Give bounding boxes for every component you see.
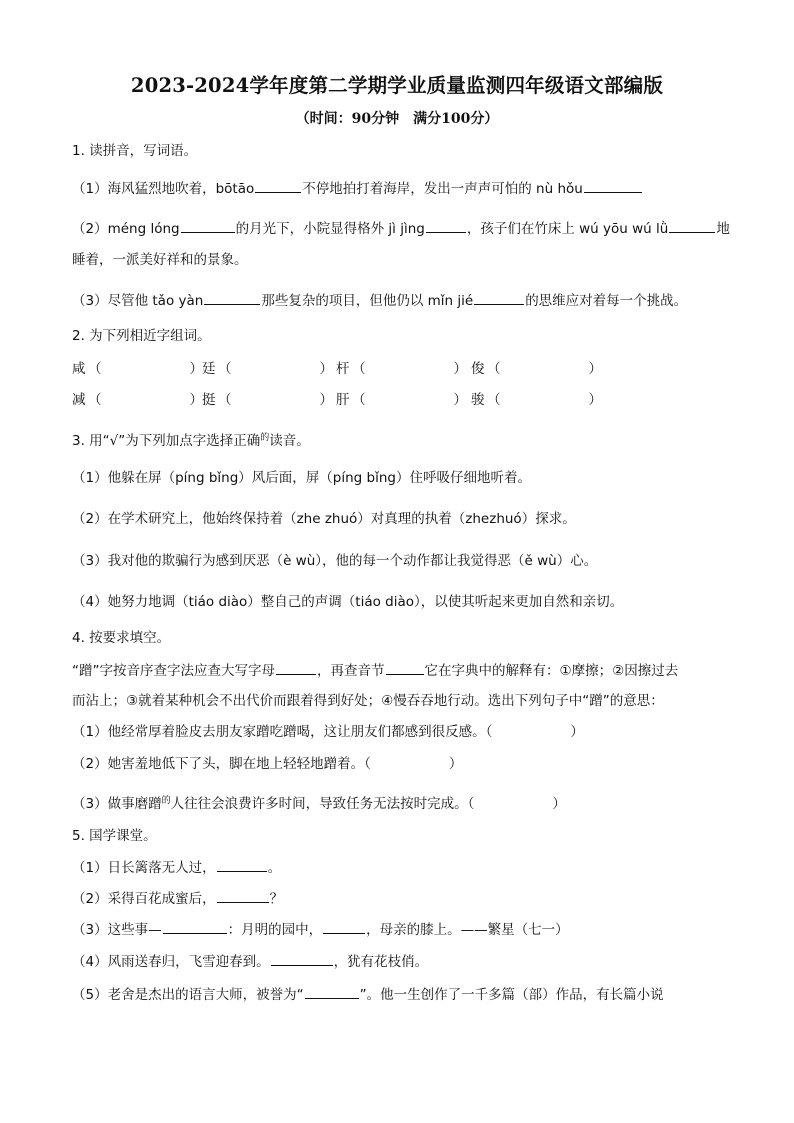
answer-blank[interactable]: [204, 291, 260, 305]
exam-time-info: （时间：90分钟 满分100分）: [295, 111, 499, 127]
answer-blank[interactable]: [163, 920, 227, 934]
q5-item-5: （5）老舍是杰出的语言大师，被誉为“ ”。他一生创作了一千多篇（部）作品，有长篇小说: [72, 987, 664, 1003]
q5-heading: 5. 国学课堂。: [72, 828, 157, 844]
answer-blank[interactable]: [386, 661, 424, 675]
q1-sentence-3: （3）尽管他 tǎo yàn 那些复杂的项目，但他仍以 mǐn jié 的思维应对着每一个挑战。: [72, 293, 688, 309]
q1-heading: 1. 读拼音，写词语。: [72, 143, 198, 159]
q4-paragraph-2: 而沾上；③就着某种机会不出代价而跟着得到好处；④慢吞吞地行动。选出下列句子中“蹭”的意思：: [72, 693, 664, 709]
q4-paragraph-1: “蹭”字按音序查字法应查大写字母 ，再查音节 它在字典中的解释有：①摩擦；②因擦过去: [72, 663, 679, 679]
answer-blank[interactable]: [271, 952, 333, 966]
q1-sentence-1: （1）海风猛烈地吹着，bōtāo 不停地拍打着海岸，发出一声声可怕的 nù hǒu: [72, 179, 732, 198]
q3-item-1[interactable]: （1）他躲在屏（píng bǐng）风后面，屏（píng bǐng）住呼吸仔细地听着。: [72, 470, 531, 486]
answer-blank[interactable]: [305, 985, 359, 999]
word-group-cell[interactable]: 减 （ ）: [72, 392, 203, 408]
answer-blank[interactable]: [181, 219, 235, 233]
q4-item-1: （1）他经常厚着脸皮去朋友家蹭吃蹭喝，这让朋友们都感到很反感。（ ）: [72, 724, 584, 740]
answer-blank[interactable]: [217, 858, 267, 872]
answer-blank[interactable]: [426, 219, 466, 233]
q1-sentence-2-cont: 睡着，一派美好祥和的景象。: [72, 252, 248, 268]
word-group-cell[interactable]: 俊 （ ）: [471, 361, 602, 377]
q5-item-3: （3）这些事— ：月明的园中， ，母亲的膝上。——繁星（七一）: [72, 922, 569, 938]
q5-item-2: （2）采得百花成蜜后， ？: [72, 891, 284, 907]
answer-blank[interactable]: [276, 661, 316, 675]
q5-item-1: （1）日长篱落无人过， 。: [72, 860, 282, 876]
word-group-cell[interactable]: 咸 （ ）: [72, 361, 203, 377]
q3-heading: 3. 用“√”为下列加点字选择正确$^的$读音。: [72, 433, 310, 449]
word-group-cell[interactable]: 挺 （ ）: [202, 392, 333, 408]
answer-blank[interactable]: [217, 889, 269, 903]
answer-blank[interactable]: [474, 291, 524, 305]
answer-blank[interactable]: [323, 920, 365, 934]
word-group-cell[interactable]: 肝 （ ）: [336, 392, 467, 408]
page-title: 2023-2024学年度第二学期学业质量监测四年级语文部编版: [130, 74, 664, 97]
word-group-cell[interactable]: 骏 （ ）: [471, 392, 602, 408]
q3-item-4[interactable]: （4）她努力地调（tiáo diào）整自己的声调（tiáo diào），以使其听起来更加自然和亲切。: [72, 594, 624, 610]
q2-heading: 2. 为下列相近字组词。: [72, 328, 211, 344]
word-group-cell[interactable]: 廷 （ ）: [202, 361, 333, 377]
answer-blank[interactable]: [584, 179, 642, 193]
q4-item-3: （3）做事磨蹭$^的$人往往会浪费许多时间，导致任务无法按时完成。（ ）: [72, 796, 566, 812]
q3-item-3[interactable]: （3）我对他的欺骗行为感到厌恶（è wù），他的每一个动作都让我觉得恶（ě wù）心。: [72, 553, 598, 569]
q4-heading: 4. 按要求填空。: [72, 630, 171, 646]
q5-item-4: （4）风雨送春归，飞雪迎春到。 ，犹有花枝俏。: [72, 954, 429, 970]
answer-blank[interactable]: [255, 179, 301, 193]
answer-blank[interactable]: [669, 219, 715, 233]
q3-item-2[interactable]: （2）在学术研究上，他始终保持着（zhe zhuó）对真理的执着（zhezhuó）探求。: [72, 511, 576, 527]
word-group-cell[interactable]: 杆 （ ）: [336, 361, 467, 377]
q4-item-2: （2）她害羞地低下了头，脚在地上轻轻地蹭着。（ ）: [72, 756, 463, 772]
q1-sentence-2: （2）méng lóng 的月光下，小院显得格外 jì jìng ，孩子们在竹床上 wú yōu wú lǜ 地: [72, 221, 730, 237]
